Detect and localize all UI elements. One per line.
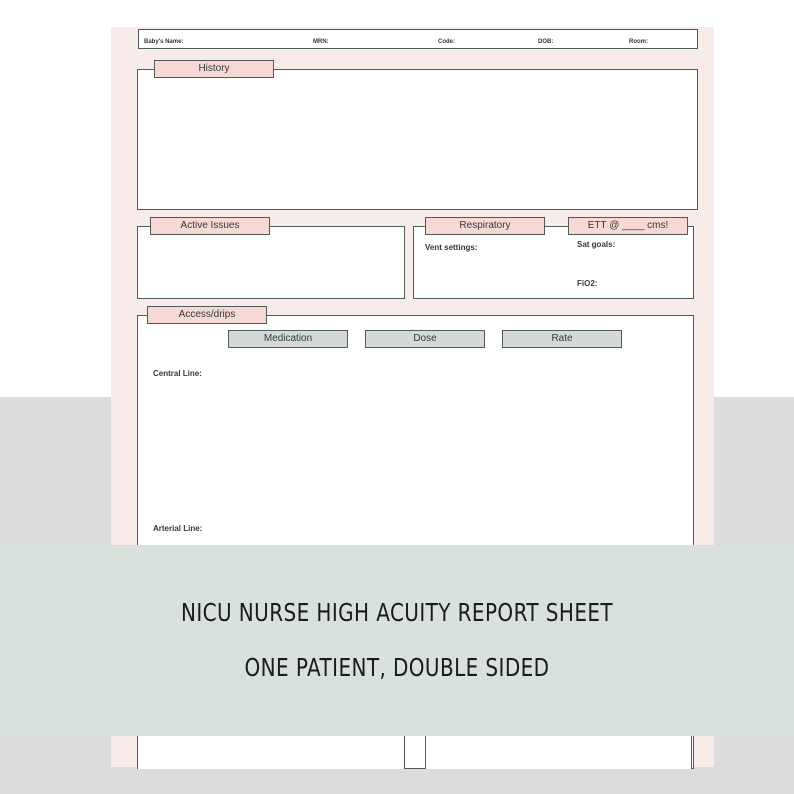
dose-column-header: Dose: [365, 330, 485, 348]
fio2-label: FiO2:: [577, 279, 598, 288]
arterial-line-label: Arterial Line:: [153, 524, 203, 533]
active-issues-box[interactable]: [137, 226, 405, 299]
babys-name-label: Baby's Name:: [144, 39, 184, 45]
history-tab: History: [154, 60, 274, 78]
medication-column-header: Medication: [228, 330, 348, 348]
room-label: Room:: [629, 39, 648, 45]
sat-goals-label: Sat goals:: [577, 240, 616, 249]
history-box[interactable]: [137, 69, 698, 210]
active-issues-tab: Active Issues: [150, 217, 270, 235]
banner-title-line-1: NICU NURSE HIGH ACUITY REPORT SHEET: [180, 598, 614, 627]
ett-tab: ETT @ ____ cms!: [568, 217, 688, 235]
mrn-label: MRN:: [313, 39, 329, 45]
central-line-label: Central Line:: [153, 369, 202, 378]
banner-title-line-2: ONE PATIENT, DOUBLE SIDED: [244, 653, 550, 682]
rate-column-header: Rate: [502, 330, 622, 348]
respiratory-tab: Respiratory: [425, 217, 545, 235]
patient-header-bar: [138, 29, 698, 49]
respiratory-box[interactable]: [413, 226, 694, 299]
access-drips-tab: Access/drips: [147, 306, 267, 324]
title-banner: [0, 545, 794, 736]
vent-settings-label: Vent settings:: [425, 243, 478, 252]
code-label: Code:: [438, 39, 455, 45]
dob-label: DOB:: [538, 39, 554, 45]
